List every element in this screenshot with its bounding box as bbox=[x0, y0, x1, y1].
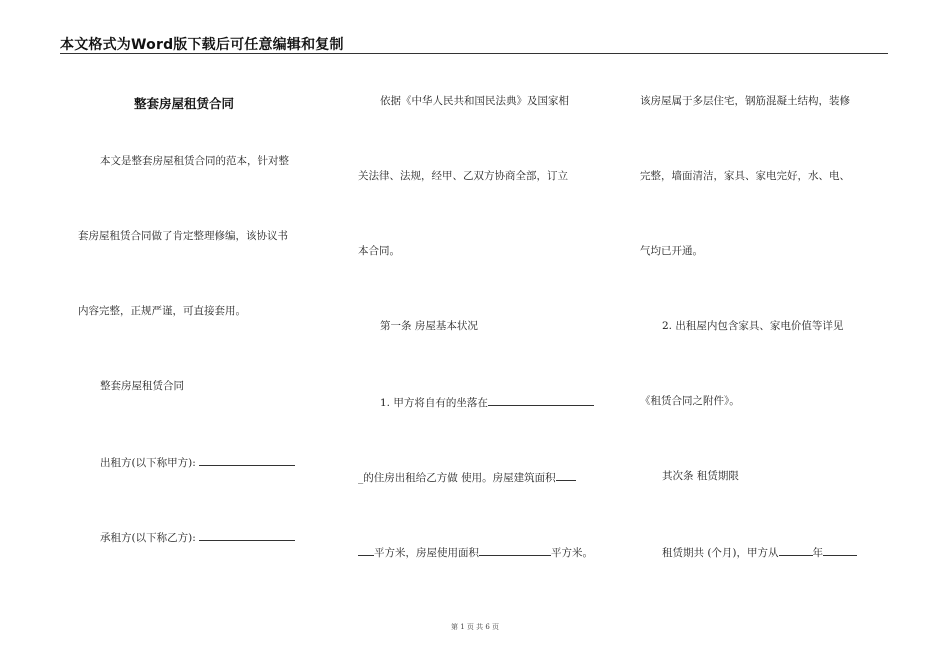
building-area-blank[interactable] bbox=[556, 469, 576, 481]
page-header: 本文格式为Word版下载后可任意编辑和复制 bbox=[60, 37, 344, 53]
start-year-blank[interactable] bbox=[779, 544, 813, 556]
usable-area-unit: 平方米。 bbox=[551, 547, 593, 559]
article-1-heading: 第一条 房屋基本状况 bbox=[380, 320, 478, 332]
house-desc-line-1: 该房屋属于多层住宅，钢筋混凝土结构，装修 bbox=[640, 95, 850, 107]
lessee-label: 承租方(以下称乙方): bbox=[100, 532, 200, 544]
article-1-line-3 bbox=[358, 544, 593, 560]
usable-area-text: 平方米，房屋使用面积 bbox=[374, 547, 479, 559]
lessor-blank[interactable] bbox=[199, 454, 295, 466]
header-divider bbox=[60, 53, 888, 54]
usable-area-blank[interactable] bbox=[479, 544, 551, 556]
contract-subtitle: 整套房屋租赁合同 bbox=[100, 380, 184, 392]
usage-text: 的住房出租给乙方做 使用。房屋建筑面积 bbox=[363, 472, 556, 484]
lessee-blank[interactable] bbox=[199, 529, 295, 541]
lessor-line bbox=[100, 454, 295, 470]
location-label: 1. 甲方将自有的坐落在 bbox=[380, 397, 488, 409]
lease-term-line bbox=[662, 544, 857, 560]
article-1-line-1 bbox=[380, 394, 594, 410]
lease-term-text: 租赁期共 (个月)，甲方从 bbox=[662, 547, 779, 559]
building-area-blank-cont[interactable] bbox=[358, 544, 374, 556]
house-desc-line-2: 完整，墙面清洁，家具、家电完好，水、电、 bbox=[640, 170, 850, 182]
basis-line-2: 关法律、法规，经甲、乙双方协商全部，订立 bbox=[358, 170, 568, 182]
intro-line-1: 本文是整套房屋租赁合同的范本，针对整 bbox=[100, 155, 289, 167]
intro-line-3: 内容完整，正规严谨，可直接套用。 bbox=[78, 305, 246, 317]
basis-line-3: 本合同。 bbox=[358, 245, 400, 257]
basis-line-1: 依据《中华人民共和国民法典》及国家相 bbox=[380, 95, 569, 107]
intro-line-2: 套房屋租赁合同做了肯定整理修编，该协议书 bbox=[78, 230, 288, 242]
usage-prefix-blank: _ bbox=[358, 472, 364, 484]
furniture-line-1: 2. 出租屋内包含家具、家电价值等详见 bbox=[662, 320, 844, 332]
lessor-label: 出租方(以下称甲方): bbox=[100, 457, 200, 469]
article-2-heading: 其次条 租赁期限 bbox=[662, 470, 739, 482]
house-desc-line-3: 气均已开通。 bbox=[640, 245, 703, 257]
furniture-line-2: 《租赁合同之附件》。 bbox=[640, 395, 740, 407]
lessee-line bbox=[100, 529, 295, 545]
article-1-line-2 bbox=[358, 469, 576, 485]
location-blank[interactable] bbox=[488, 394, 594, 406]
page-number: 第 1 页 共 6 页 bbox=[450, 623, 500, 631]
year-label: 年 bbox=[812, 547, 824, 559]
document-title: 整套房屋租赁合同 bbox=[134, 96, 235, 111]
start-month-blank[interactable] bbox=[823, 544, 857, 556]
